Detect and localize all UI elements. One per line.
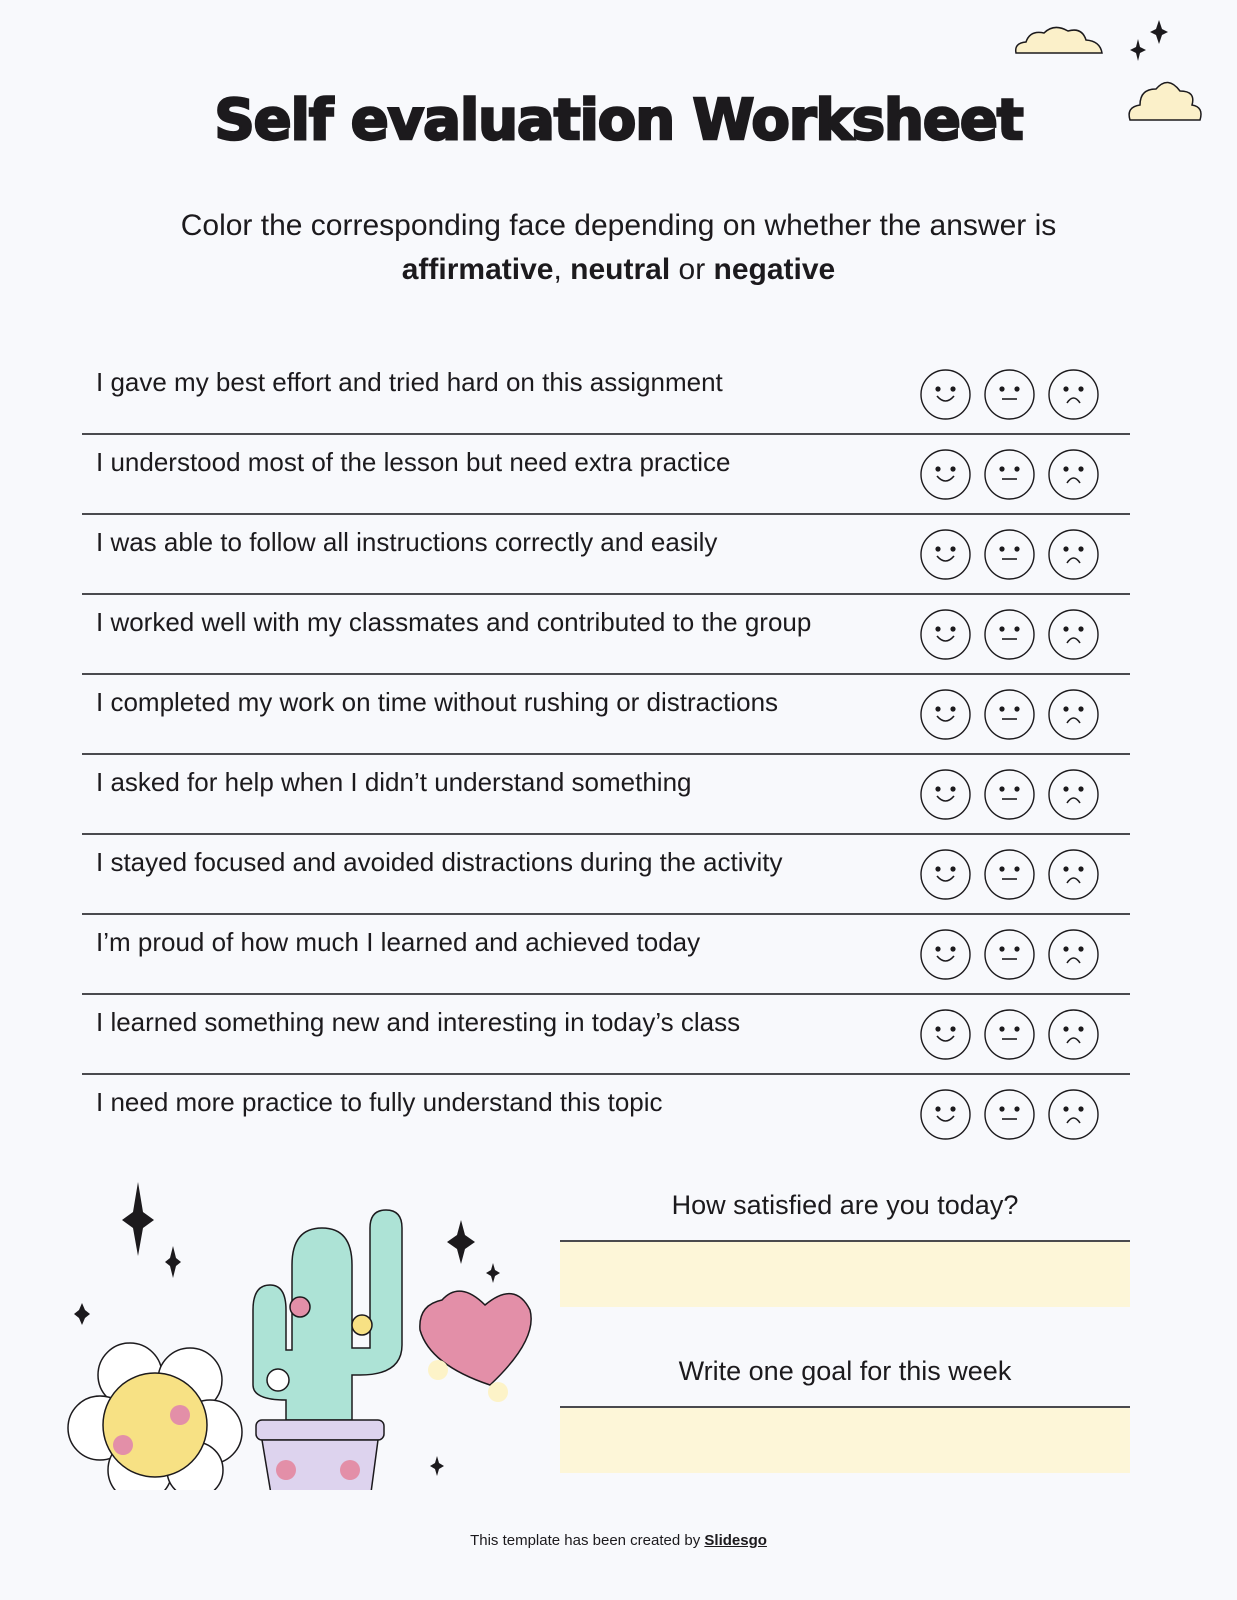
face-options [920,929,1099,980]
happy-face-icon[interactable] [920,1089,971,1140]
face-options [920,689,1099,740]
instructions-line: Color the corresponding face depending on whether the answer is [180,209,1057,242]
instructions [0,204,1237,292]
face-options [920,529,1099,580]
face-options [920,449,1099,500]
question-text: I was able to follow all instructions correctly and easily [96,527,718,557]
neutral-face-icon[interactable] [984,529,1035,580]
question-text: I understood most of the lesson but need extra practice [96,447,731,477]
sad-face-icon[interactable] [1048,769,1099,820]
slidesgo-link[interactable]: Slidesgo [704,1532,767,1549]
question-row [82,835,1130,915]
question-text: I asked for help when I didn’t understand something [96,767,692,797]
neutral-face-icon[interactable] [984,609,1035,660]
neutral-face-icon[interactable] [984,689,1035,740]
sad-face-icon[interactable] [1048,929,1099,980]
face-options [920,609,1099,660]
satisfaction-label: How satisfied are you today? [560,1185,1130,1242]
neutral-face-icon[interactable] [984,929,1035,980]
happy-face-icon[interactable] [920,449,971,500]
footer-text: This template has been created by [470,1532,705,1549]
question-row [82,915,1130,995]
footer [0,1532,1237,1549]
neutral-face-icon[interactable] [984,449,1035,500]
sad-face-icon[interactable] [1048,689,1099,740]
question-row [82,515,1130,595]
goal-answer-field[interactable] [560,1408,1130,1473]
page-title: Self evaluation Worksheet [214,88,1023,153]
question-text: I need more practice to fully understand this topic [96,1087,663,1117]
happy-face-icon[interactable] [920,929,971,980]
question-row [82,755,1130,835]
neutral-face-icon[interactable] [984,369,1035,420]
question-text: I learned something new and interesting in today’s class [96,1007,741,1037]
sad-face-icon[interactable] [1048,1009,1099,1060]
question-text: I stayed focused and avoided distractions during the activity [96,847,783,877]
goal-section [560,1351,1130,1473]
question-row [82,435,1130,515]
satisfaction-section [560,1185,1130,1307]
question-text: I gave my best effort and tried hard on this assignment [96,367,723,397]
sad-face-icon[interactable] [1048,609,1099,660]
option-negative: negative [713,253,836,286]
happy-face-icon[interactable] [920,849,971,900]
sad-face-icon[interactable] [1048,529,1099,580]
face-options [920,849,1099,900]
happy-face-icon[interactable] [920,609,971,660]
face-options [920,1009,1099,1060]
question-text: I worked well with my classmates and contributed to the group [96,607,812,637]
neutral-face-icon[interactable] [984,849,1035,900]
cactus-illustration [60,1170,540,1490]
face-options [920,369,1099,420]
neutral-face-icon[interactable] [984,769,1035,820]
face-options [920,1089,1099,1140]
sad-face-icon[interactable] [1048,1089,1099,1140]
separator: , [553,253,571,286]
question-row [82,995,1130,1075]
sad-face-icon[interactable] [1048,449,1099,500]
goal-label: Write one goal for this week [560,1351,1130,1408]
separator: or [670,253,714,286]
question-text: I completed my work on time without rushing or distractions [96,687,779,717]
option-neutral: neutral [570,253,671,286]
question-row [82,355,1130,435]
question-list [82,355,1130,1153]
satisfaction-answer-field[interactable] [560,1242,1130,1307]
face-options [920,769,1099,820]
sad-face-icon[interactable] [1048,849,1099,900]
question-text: I’m proud of how much I learned and achieved today [96,927,701,957]
happy-face-icon[interactable] [920,1009,971,1060]
neutral-face-icon[interactable] [984,1089,1035,1140]
question-row [82,1075,1130,1153]
happy-face-icon[interactable] [920,529,971,580]
happy-face-icon[interactable] [920,689,971,740]
question-row [82,595,1130,675]
sad-face-icon[interactable] [1048,369,1099,420]
option-affirmative: affirmative [401,253,554,286]
neutral-face-icon[interactable] [984,1009,1035,1060]
happy-face-icon[interactable] [920,769,971,820]
question-row [82,675,1130,755]
happy-face-icon[interactable] [920,369,971,420]
